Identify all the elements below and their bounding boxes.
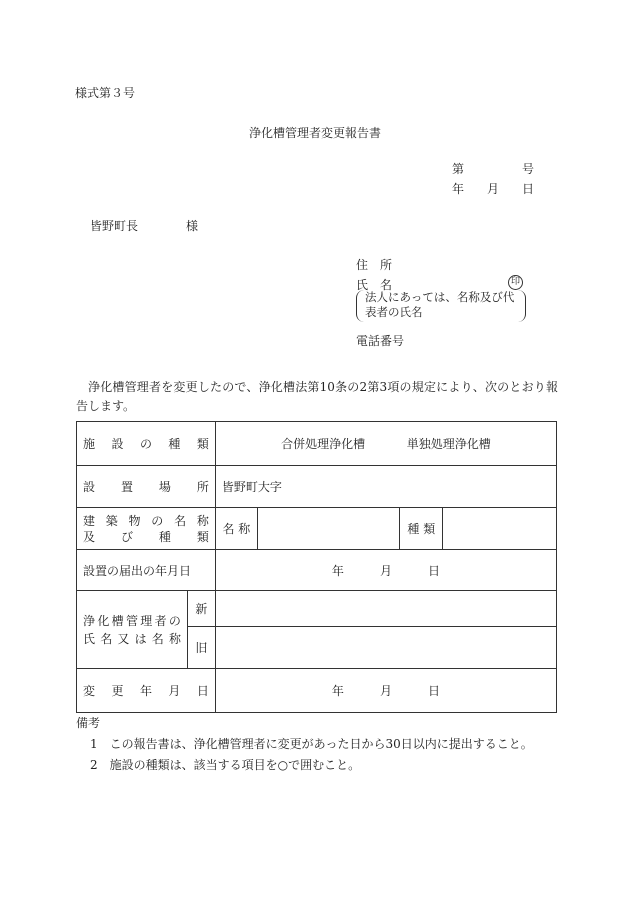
name-label: 氏 名 xyxy=(356,278,393,292)
addressee-honorific: 様 xyxy=(186,219,199,233)
change-date-label: 変 更 年 月 日 xyxy=(77,669,216,713)
old-label: 旧 xyxy=(187,627,215,669)
notification-date-row xyxy=(77,550,557,591)
note-item: 1 この報告書は、浄化槽管理者に変更があった日から30日以内に提出すること。 xyxy=(90,737,533,751)
type-option-single[interactable]: 単独処理浄化槽 xyxy=(406,437,491,451)
notes-heading: 備考 xyxy=(76,716,101,730)
addressee xyxy=(90,217,198,234)
manager-label: 浄 化 槽 管 理 者 の 氏 名 又 は 名 称 xyxy=(77,591,188,669)
new-label: 新 xyxy=(187,591,215,627)
location-field[interactable]: 皆野町大字 xyxy=(215,466,556,508)
new-manager-field[interactable] xyxy=(215,591,556,627)
building-type-label: 種 類 xyxy=(400,508,443,550)
date-year: 年 xyxy=(452,182,465,196)
page-title: 浄化槽管理者変更報告書 xyxy=(248,126,381,140)
form-number: 様式第３号 xyxy=(75,86,136,100)
corporate-note xyxy=(356,290,526,322)
address-label: 住 所 xyxy=(356,258,393,272)
old-manager-field[interactable] xyxy=(215,627,556,669)
addressee-name: 皆野町長 xyxy=(90,219,139,233)
change-date-row xyxy=(77,669,557,713)
number-prefix: 第 xyxy=(452,162,465,176)
date-month: 月 xyxy=(487,182,500,196)
notification-date-label: 設置の届出の年月日 xyxy=(77,550,216,591)
building-label: 建 築 物 の 名 称 及 び 種 類 xyxy=(77,508,216,550)
corporate-note-line-2: 表者の氏名 xyxy=(365,305,423,319)
notes xyxy=(76,713,576,776)
building-row xyxy=(77,508,557,550)
building-name-label: 名 称 xyxy=(215,508,257,550)
report-form-table xyxy=(76,421,557,713)
date-day: 日 xyxy=(522,182,535,196)
change-date-field[interactable]: 年 月 日 xyxy=(215,669,556,713)
building-name-field[interactable] xyxy=(257,508,400,550)
manager-new-row xyxy=(77,591,557,627)
location-row xyxy=(77,466,557,508)
corporate-note-line-1: 法人にあっては、名称及び代 xyxy=(365,290,515,304)
seal-mark: 印 xyxy=(508,275,523,290)
type-option-combined[interactable]: 合併処理浄化槽 xyxy=(281,437,366,451)
facility-type-options[interactable] xyxy=(215,422,556,466)
report-statement: 浄化槽管理者を変更したので、浄化槽法第10条の2第3項の規定により、次のとおり報告します。 xyxy=(76,380,558,413)
number-suffix: 号 xyxy=(522,162,535,176)
notification-date-field[interactable]: 年 月 日 xyxy=(215,550,556,591)
facility-type-label: 施 設 の 種 類 xyxy=(77,422,216,466)
facility-type-row xyxy=(77,422,557,466)
note-item: 2 施設の種類は、該当する項目を○で囲むこと。 xyxy=(90,758,361,772)
location-label: 設 置 場 所 xyxy=(77,466,216,508)
building-type-field[interactable] xyxy=(443,508,557,550)
phone-label: 電話番号 xyxy=(356,334,405,348)
